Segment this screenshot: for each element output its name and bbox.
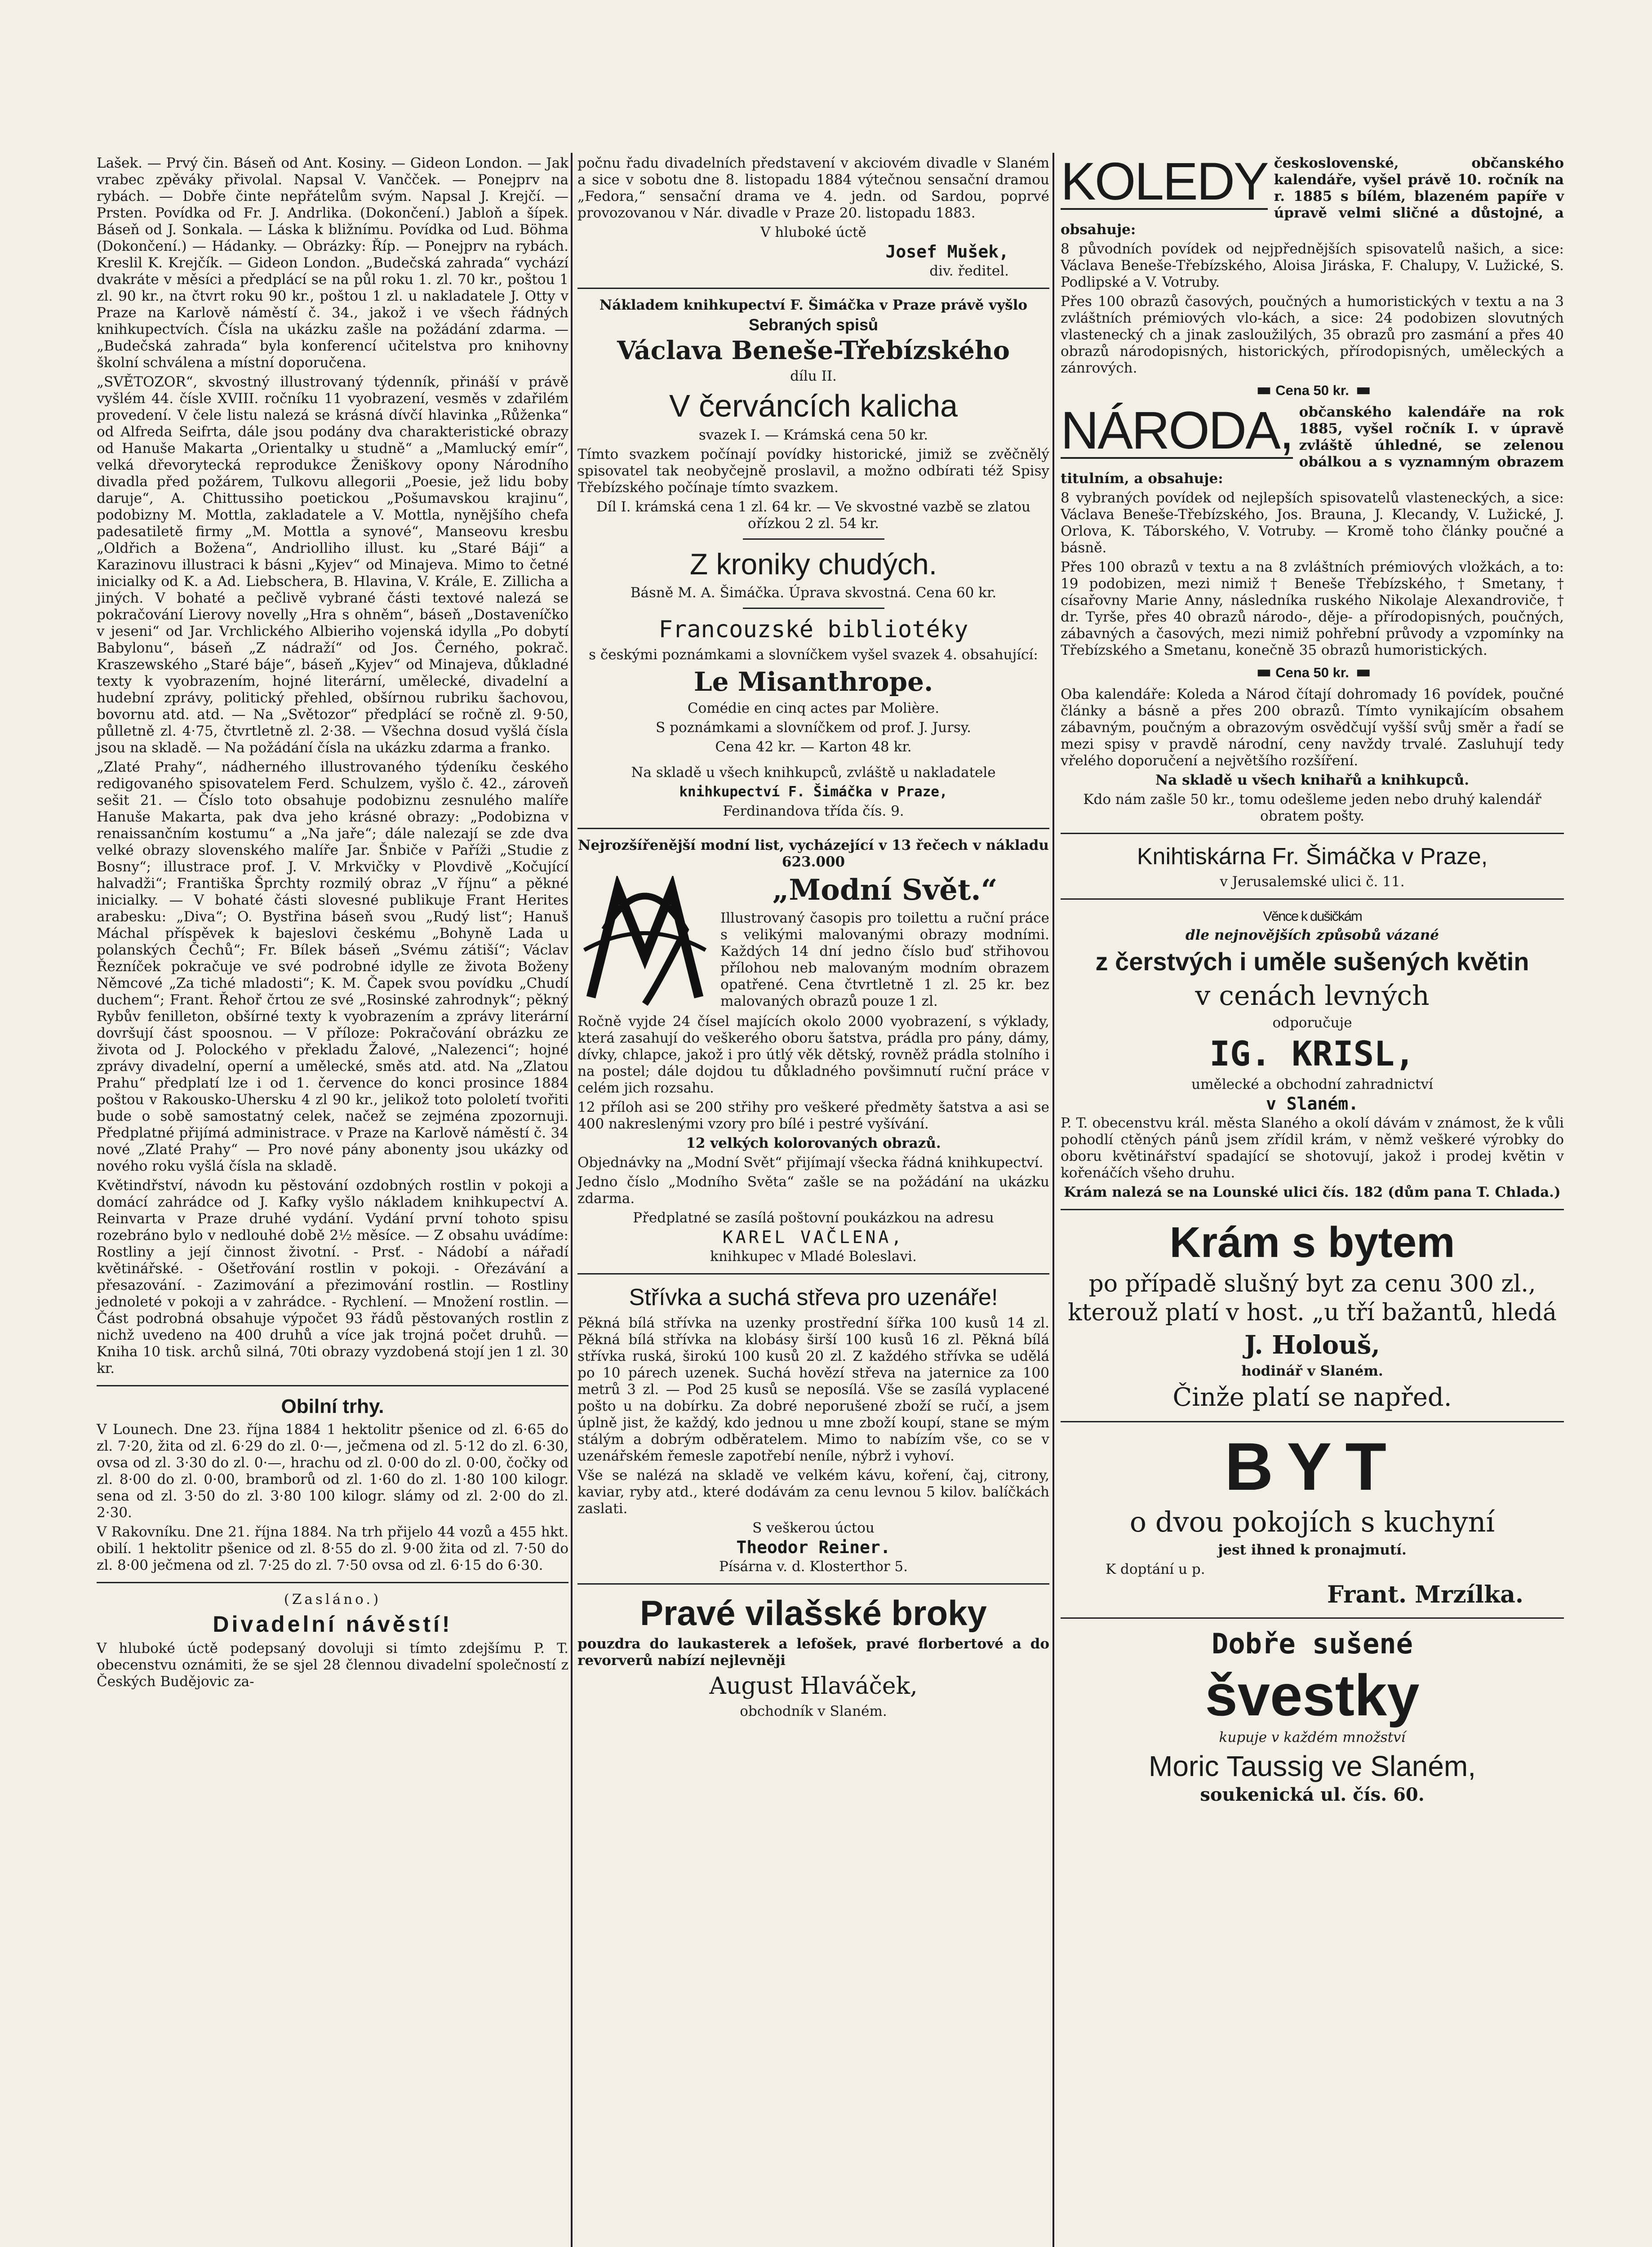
kram-title: Krám s bytem xyxy=(1169,1218,1455,1266)
ad-french-price: Cena 42 kr. — Karton 48 kr. xyxy=(715,739,912,755)
byt-name: Frant. Mrzílka. xyxy=(1327,1581,1523,1608)
svestky-word: švestky xyxy=(1205,1662,1420,1728)
divider xyxy=(577,288,1049,289)
naroda-text: občanského kalendáře na rok 1885, vyšel ročník I. v úpravě zvláště úhledné, se zelenou obálkou a s vyznamným obrazem titulním, a obsahuje: xyxy=(1061,404,1564,487)
ad-strivka-title: Střívka a suchá střeva pro uzenáře! xyxy=(629,1284,998,1310)
modni-svet-monogram-icon xyxy=(577,876,712,1011)
vence-sub: dle nejnovějších způsobů vázané xyxy=(1185,927,1439,943)
ad-simacek-svazek: svazek I. — Krámská cena 50 kr. xyxy=(698,427,928,443)
column-middle xyxy=(577,155,1049,1723)
vence-name: IG. KRISL, xyxy=(1209,1034,1415,1074)
knihtiskarna-address: v Jerusalemské ulici č. 11. xyxy=(1220,874,1405,890)
ad-modni-text5: Objednávky na „Modní Svět“ přijímají všecka řádná knihkupectví. xyxy=(577,1155,1044,1171)
ad-french-title: Francouzské bibliotéky xyxy=(658,616,968,643)
divider xyxy=(97,1385,568,1386)
ad-modni-title: „Modní Svět.“ xyxy=(772,873,998,907)
ad-simacek-title: V červáncích kalicha xyxy=(669,388,958,423)
byt-title: BYT xyxy=(1225,1429,1400,1504)
ad-simacek-firm: knihkupectví F. Šimáčka v Praze, xyxy=(679,784,948,800)
kram-text: po případě slušný byt za cenu 300 zl., kterouž platí v host. „u tří bažantů, hledá xyxy=(1068,1270,1557,1326)
ad-broky-text: pouzdra do laukasterek a lefošek, pravé florbertové a do revorverů nabízí nejlevněji xyxy=(577,1636,1049,1669)
vence-role: umělecké a obchodní zahradnictví xyxy=(1191,1076,1433,1092)
ad-french-desc: Comédie en cinq actes par Molière. xyxy=(687,700,940,716)
byt-text: o dvou pokojích s kuchyní xyxy=(1129,1505,1495,1538)
heading-obilni-trhy: Obilní trhy. xyxy=(281,1395,384,1417)
divider xyxy=(577,1583,1049,1585)
vence-title: Věnce k dušičkám xyxy=(1263,908,1362,924)
ad-strivka-text3: S veškerou úctou xyxy=(752,1520,875,1536)
oba-text: Oba kalendáře: Koleda a Národ čítají dohromady 16 povídek, poučné články a básně a přes 200 obrazů. Tímto vynikajícím obsahem zábavným, poučným a obrazovým osvědčují vyšší svůj směr a řadí se mezi spisy v pravdě národní, ceny navždy trvalé. Zasluhují tedy vřelého doporučení a největšího rozšíření. xyxy=(1061,686,1564,769)
paragraph-intro: Lašek. — Prvý čin. Báseň od Ant. Kosiny. — Gideon London. — Jak vrabec zpěváky přivolal. Napsal V. Vančček. — Ponejprv na rybách. — Dobře činte nepřátelům svým. Napsal J. Krejčí. — Prsten. Povídka od Fr. J. Andrlika. (Dokončení.) Jabloň a šípek. Báseň od J. Sonkala. — Láska k bližnímu. Povídka od Lud. Böhma (Dokončení.) — Hádanky. — Obrázky: Říp. — Ponejprv na rybách. Kreslil K. Krejčík. — Gideon London. „Budečská zahrada“ vychází dvakráte v měsíci a předplácí se na půl roku 1. zl. 70 kr., poštou 1 zl. 90 kr., na čtvrt roku 90 kr., poštou 1 zl. u nakladatele J. Otty v Praze na Karlově náměstí č. 34., jakož i ve všech řádných knihkupectvích. Čísla na ukázku zašle na požádání zdarma. — „Budečská zahrada“ byla konferencí učitelstva pro knihovny školní schválena a místní doporučena. xyxy=(97,155,568,371)
vence-place: v Slaném. xyxy=(1266,1094,1359,1114)
divider xyxy=(1061,1421,1564,1422)
column-right xyxy=(1061,152,1564,1806)
paragraph-louny: V Lounech. Dne 23. října 1884 1 hektolitr pšenice od zl. 6·65 do zl. 7·20, žita od zl. 6·29 do zl. 0·—, ječmena od zl. 5·12 do zl. 6·30, ovsa od zl. 3·30 do zl. 0·—, hrachu od zl. 0·00 do zl. 0·00, čočky od zl. 8·00 do zl. 0·00, bramborů od zl. 1·60 do zl. 1·80 100 kilogr. sena od zl. 3·50 do zl. 3·80 100 kilogr. slámy od zl. 2·00 do zl. 2·30. xyxy=(97,1421,568,1521)
paragraph-kvetinarstvi: Květindřství, návodn ku pěstování ozdobných rostlin v pokoji a domácí zahrádce od J. Kafky vyšlo nákladem knihkupectví A. Reinvarta v Praze druhé vydání. Vydání první tohoto spisu rozebráno bylo v nedlouhé době 2½ měsíce. — Z obsahu uvádíme: Rostliny a její činnost životní. - Prsť. - Nádobí a nářadí květinářské. - Ošetřování rostlin v pokoji. - Ořezávání a přesazování. - Zazimování a přezimování rostlin. — Rostliny jednoleté v pokoji a v zahrádce. - Rychlení. — Množení rostlin. — Část podrobná obsahuje výpočet 93 řádů pěstovaných rostlin z nichž uvedeno na 400 druhů a více jak trojná počet druhů. — Kniha 10 tisk. archů silná, 70ti obrazy vyzdobená stojí jen 1 zl. 30 kr. xyxy=(97,1177,568,1377)
kram-note: Činže platí se napřed. xyxy=(1172,1383,1452,1412)
ad-simacek-author: Václava Beneše-Třebízského xyxy=(617,336,1010,365)
svestky-title: Dobře sušené xyxy=(1212,1627,1413,1660)
naroda-text3: Přes 100 obrazů v textu a na 8 zvláštních prémiových vložkách, a to: 19 podobizen, mezi nimiž † Beneše Třebízského, † Smetany, † císařovny Marie Anny, následníka ruského Nikolaje Alexandroviče, † dr. Tyrše, přes 40 obrazů národo-, děje- a přírodopisných, poučných, zábavných a časových, mezi nimiž pohřební průvody a vzpomínky na Třebízského a Smetanu, konečně 35 obrazů humoristických. xyxy=(1061,559,1564,658)
ad-simacek-foot: Na skladě u všech knihkupců, zvláště u nakladatele xyxy=(631,764,996,781)
ad-strivka-firm: Theodor Reiner. xyxy=(736,1537,891,1557)
ad-strivka-text2: Vše se nalézá na skladě ve velkém kávu, koření, čaj, citrony, kaviar, ryby atd., které dodávám za cenu levnou 5 kilov. balíčkách zaslati. xyxy=(577,1467,1049,1517)
ad-modni-address: knihkupec v Mladé Boleslavi. xyxy=(710,1248,917,1265)
koledy-text3: Přes 100 obrazů časových, poučných a humoristických v textu a na 3 zvláštních prémiových vlo-kách, a sice: 24 podobizen slovutných vlastenecký ch a jinak zasloužilých, 35 obrazů pro zasmání a přes 40 obrazů národopisných, historických, přírodopisných, uměleckých a zánrových. xyxy=(1061,293,1564,376)
vence-sub3: v cenách levných xyxy=(1195,980,1430,1012)
navesti-signature: Josef Mušek, xyxy=(885,242,1009,262)
paragraph-navesti-cont: počnu řadu divadelních představení v akciovém divadle v Slaném a sice v sobotu dne 8. listopadu 1884 výtečnou sensační dramou „Fedora,“ sensační drama ve 4. jedn. od Sardou, poprvé provozovanou v Nár. divadle v Praze 20. listopadu 1883. xyxy=(577,155,1049,221)
svestky-name: Moric Taussig ve Slaném, xyxy=(1149,1750,1476,1782)
vence-kram: Krám nalezá se na Lounské ulici čís. 182 (dům pana T. Chlada.) xyxy=(1064,1184,1561,1200)
svestky-sub: kupuje v každém množství xyxy=(1219,1729,1406,1745)
paragraph-svetozor: „SVĚTOZOR“, skvostný illustrovaný týdenník, přináší v právě vyšlém 44. čísle XVIII. ročníku 11 vyobrazení, vesměs v zdařilém provedení. V čele listu nalezá se krásná dívčí hlavinka „Růženka“ od Alfreda Seifrta, dále jsou podány dva charakteristické obrazy od Hanuše Makarta „Orientalky u studně“ a „Mamlucký emír“, velká dřevorytecká reprodukce Ženiškovy opony Národního divadla před požárem, Tulkovu allegorii „Poesie, jež lidu boby daruje“, A. Chittussiho poetickou „Pošumavskou krajinu“, podobizny M. Mottla, zakladatele a V. Mottla, nynějšího chefa padesatiletě firmy „M. Mottla a synové“, Manseovu kresbu „Oldřich a Božena“, Andriolliho illust. ku „Staré Báji“ a Karazinovu illustraci k básni „Kyjev“ od Minajeva. Mimo to četné inicialky od K. a Ad. Liebschera, B. Hlavina, V. Krále, E. Zillicha a jiných. V bohaté a pečlivě vybrané části textové nalezá se pokračování Lierovy novelly „Hra s ohněm“, báseň „Dostaveníčko v jeseni“ od Jar. Vrchlického Albieriho vojenská idylla „Po dobytí Babylonu“, báseň „Z nádraží“ od Jos. Černého, pokrač. Kraszewského „Staré báje“, báseň „Kyjev“ od Minajeva, důkladné texty k vyobrazením, hojné literární, umělecké, divadelní a hudební zprávy, politický přehled, obšírnou rubriku šachovou, bovornu atd. atd. — Na „Světozor“ předplácí se ročně zl. 9·50, půlletně zl. 4·75, čtvrtletně zl. 2·38. — Všechna dosud vyšlá čísla jsou na skladě. — Na požádání čísla na ukázku zdarma a franko. xyxy=(97,374,568,756)
paragraph-zlate-prahy: „Zlaté Prahy“, nádherného illustrovaného týdeníku českého redigovaného spisovatelem Ferd. Schulzem, vyšlo č. 42., zároveň sešit 21. — Číslo toto obsahuje podobiznu zesnulého malíře Hanuše Makarta, pak dva jeho krásné obrazy: „Podobizna v renaissančním kostumu“ a „Na jaře“; dále nalezají se zde dva velké obrazy slovenského malíře Jar. Šnbiče v Paříži „Studie z Bosny“; illustrace prof. J. V. Mrkvičky v Plovdivě „Kočující halvadži“; Františka Šprchty rozmilý obraz „V říjnu“ a pěkné inicialky. — V bohaté části slovesné publikuje Frant Herites arabesku: „Diva“; O. Bystřina báseň svou „Rudý list“; Hanuš Máchal příspěvek k bajeslovi českému „Bohyně Lada u polanských Čechů“; Fr. Bílek báseň „Svému zátiší“; Václav Řezníček pokračuje ve své podrobné idylle ze života Boženy Němcové „Za tiché mladosti“; K. M. Čapek svou povídku „Chudí duchem“; Frant. Řehoř črtou ze své „Rosinské zahrodnyk“; pěkný Rybův fenilleton, obšírné texty k vyobrazením a zprávy literární dovršují část spoosnou. — V příloze: Pokračování obrázku ze života od J. Polockého v překladu Žalové, „Nalezenci“; hojné zprávy divadelní, operní a umělecké, směs atd. atd. Na „Zlatou Prahu“ předplatí lze i od 1. července do konci prosince 1884 poštou v Rakousko-Uhersku 4 zl 90 kr., jelikož toto pololetí tvořiti bude o sobě samostatný celek, načež se zejména zpozornuji. Předplatné přijímá administrace. v Praze na Karlově náměstí č. 34 nové „Zlaté Prahy“ — Pro nové pány abonenty jsou ukázky od nového roku vyšlá čísla na skladě. xyxy=(97,759,568,1174)
column-rule-1 xyxy=(571,153,573,2247)
naroda-price: ■■ Cena 50 kr. ■■ xyxy=(1061,664,1564,681)
ad-modni-firm: KAREL VAČLENA, xyxy=(722,1227,905,1247)
ad-simacek-dil: dílu II. xyxy=(790,368,837,384)
naroda-text2: 8 vybraných povídek od nejlepších spisovatelů vlasteneckých, a sice: Václava Beneše-Třebízského, Jos. Brauna, J. Klecandy, V. Lužické, J. Orlova, K. Táborského, V. Votruby. — Kromě toho články poučné a básně. xyxy=(1061,490,1564,556)
navesti-role: div. ředitel. xyxy=(929,263,1009,279)
heading-divadelni-navesti: Divadelní návěstí! xyxy=(213,1612,453,1637)
divider xyxy=(1061,1209,1564,1210)
byt-note: K doptání u p. xyxy=(1106,1561,1205,1577)
label-zaslano: (Zasláno.) xyxy=(284,1591,382,1608)
paragraph-navesti: V hluboké úctě podepsaný dovoluji si tímto zdejšímu P. T. obecenstvu oznámiti, že se sjel 28 člennou divadelní společností z Českých Budějovic za- xyxy=(97,1640,568,1690)
byt-sub: jest ihned k pronajmutí. xyxy=(1218,1542,1407,1558)
ad-modni-header: Nejrozšířenější modní list, vycházející v 13 řečech v nákladu 623.000 xyxy=(578,837,1049,870)
kram-role: hodinář v Slaném. xyxy=(1241,1363,1383,1379)
knihtiskarna-title: Knihtiskárna Fr. Šimáčka v Praze, xyxy=(1137,844,1488,870)
ad-modni-text: Illustrovaný časopis pro toilettu a ruční práce s velikými malovanými obrazy modními. Každých 14 dní jedno číslo buď střihovou přílohou neb malovaným modním obrazem opatřené. Cena čtvrtletně 1 zl. 25 kr. bez malovaných obrazů pouze 1 zl. xyxy=(720,910,1049,1009)
ad-simacek-title2: Z kroniky chudých. xyxy=(689,547,937,581)
paragraph-rakovnik: V Rakovníku. Dne 21. října 1884. Na trh přijelo 44 vozů a 455 hkt. obilí. 1 hektolitr pšenice od zl. 8·55 do zl. 9·00 žita od zl. 7·50 do zl. 8·00 ječmena od zl. 7·25 do zl. 7·50 ovsa od zl. 6·15 do 6·30. xyxy=(97,1524,568,1573)
ad-french-book: Le Misanthrope. xyxy=(693,666,933,697)
oba-skladem: Na skladě u všech knihařů a knihkupců. xyxy=(1155,772,1470,788)
ad-modni-text4: 12 velkých kolorovaných obrazů. xyxy=(686,1135,941,1151)
divider xyxy=(97,1582,568,1583)
ad-simacek-header: Nákladem knihkupectví F. Šimáčka v Praze právě vyšlo xyxy=(599,297,1028,313)
ad-french-notes: S poznámkami a slovníčkem od prof. J. Jursy. xyxy=(655,719,972,736)
ad-broky-address: obchodník v Slaném. xyxy=(740,1703,887,1719)
divider-short xyxy=(743,538,884,540)
divider xyxy=(1061,898,1564,900)
divider xyxy=(1061,833,1564,834)
navesti-greeting: V hluboké úctě xyxy=(760,224,866,240)
vence-odporucuje: odporučuje xyxy=(1272,1015,1352,1031)
divider xyxy=(577,1273,1049,1274)
ad-simacek-price: Díl I. krámská cena 1 zl. 64 kr. — Ve skvostné vazbě se zlatou ořízkou 2 zl. 54 kr. xyxy=(596,499,1031,532)
koledy-text: československé, občanského kalendáře, vyšel právě 10. ročník na r. 1885 s bílém, blazeném papíře v úpravě velmi sličné a důstojné, a obsahuje: xyxy=(1061,155,1564,238)
ad-modni-text6: Jedno číslo „Modního Světa“ zašle se na požádání na ukázku zdarma. xyxy=(577,1174,1049,1207)
divider-short xyxy=(743,608,884,609)
ad-simacek-subtitle: Sebraných spisů xyxy=(748,315,879,334)
column-rule-2 xyxy=(1052,153,1054,2247)
vence-sub2: z čerstvých i uměle sušených květin xyxy=(1095,947,1529,976)
ad-french-text: s českými poznámkami a slovníčkem vyšel svazek 4. obsahující: xyxy=(589,647,1038,663)
ad-simacek-address: Ferdinandova třída čís. 9. xyxy=(723,803,904,819)
naroda-word: NÁRODA, xyxy=(1061,401,1293,460)
ad-broky-title: Pravé vilašské broky xyxy=(640,1593,987,1633)
oba-text2: Kdo nám zašle 50 kr., tomu odešleme jeden nebo druhý kalendář obratem pošty. xyxy=(1083,791,1541,824)
koledy-text2: 8 původních povídek od nejpřednějších spisovatelů našich, a sice: Václava Beneše-Třebízského, Aloisa Jiráska, F. Chalupy, V. Lužické, S. Podlipské a V. Votruby. xyxy=(1061,241,1564,290)
divider xyxy=(577,828,1049,829)
kram-name: J. Holouš, xyxy=(1244,1330,1380,1360)
ad-modni-text3: 12 příloh asi se 200 střihy pro veškeré předměty šatstva a asi se 400 nakreslenými vzory pro bílé i pestré vyšívání. xyxy=(577,1099,1049,1132)
koledy-price: ■■ Cena 50 kr. ■■ xyxy=(1061,382,1564,399)
divider xyxy=(1061,1617,1564,1619)
vence-text: P. T. obecenstvu král. města Slaného a okolí dávám v známost, že k vůli pohodlí ctěných pánů jsem zřídil krám, v němž veškeré výrobky do oboru květinářství spadající se shotovují, jakož i prodej květin v kořenáčích všeho druhu. xyxy=(1061,1115,1564,1181)
ad-strivka-text: Pěkná bílá střívka na uzenky prostřední šířka 100 kusů 14 zl. Pěkná bílá střívka na klobásy širší 100 kusů 16 zl. Pěkná bílá střívka ruská, širokú 100 kusů 20 zl. Z každého střívka se udělá po 10 párech uzenek. Suchá hovězí střeva na jaternice za 100 metrů 3 zl. — Pod 25 kusů se neposílá. Vše se zasílá vyplacené pošto u na dobírku. Za dobré neporušené zboží se ručí, a jsem úplně jist, že každý, kdo jednou u mne zboží koupí, stane se mým stálým a dobrým odběratelem. Mimo to nabízím vše, co se v uzenářském řemesle zapotřebí neníle, nýbrž i vyhoví. xyxy=(577,1315,1049,1464)
ad-simacek-basne: Básně M. A. Šimáčka. Úprava skvostná. Cena 60 kr. xyxy=(630,585,997,601)
column-left xyxy=(97,155,568,1693)
svestky-address: soukenická ul. čís. 60. xyxy=(1200,1784,1425,1805)
koledy-word: KOLEDY xyxy=(1061,152,1268,211)
ad-simacek-text: Tímto svazkem počínají povídky historické, jimiž se zvěčnělý spisovatel tak neobyčejně proslavil, a možno odbírati též Spisy Třebízského počínaje tímto svazkem. xyxy=(577,446,1049,496)
ad-broky-firm: August Hlaváček, xyxy=(709,1673,918,1700)
ad-modni-text7: Předplatné se zasílá poštovní poukázkou na adresu xyxy=(633,1210,994,1226)
ad-modni-text2: Ročně vyjde 24 čísel majících okolo 2000 vyobrazení, s výklady, která zasahují do veškerého oboru šatstva, prádla pro pány, dámy, dívky, chlapce, jakož i pro útlý věk dětský, rovněž prádla stolního i na postel; dále dojdou tu důkladného povšimnutí ruční práce v celém jich rozsahu. xyxy=(577,1013,1049,1096)
ad-strivka-address: Písárna v. d. Klosterthor 5. xyxy=(719,1559,908,1575)
